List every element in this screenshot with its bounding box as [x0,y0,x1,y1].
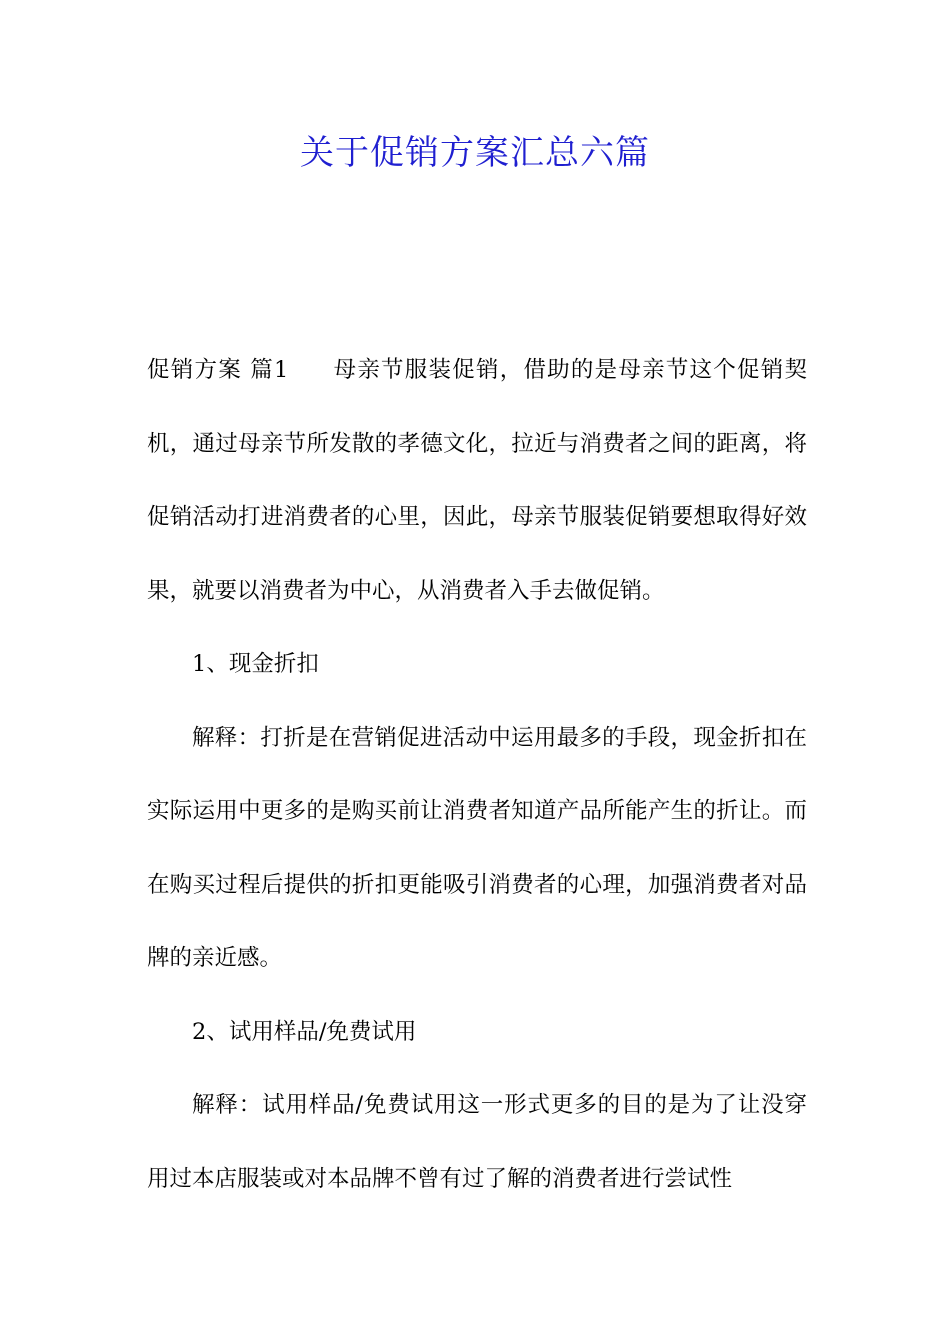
item-explanation-2: 解释：试用样品/免费试用这一形式更多的目的是为了让没穿用过本店服装或对本品牌不曾有过了解的消费者进行尝试性 [147,1092,807,1192]
document-title: 关于促销方案汇总六篇 [300,133,650,173]
intro-paragraph [147,334,807,628]
section-heading: 促销方案 篇1 [147,357,289,383]
item-heading-2: 2、试用样品/免费试用 [192,1018,417,1045]
item-explanation-1: 解释：打折是在营销促进活动中运用最多的手段，现金折扣在实际运用中更多的是购买前让消费者知道产品所能产生的折让。而在购买过程后提供的折扣更能吸引消费者的心理，加强消费者对品牌的亲近感。 [147,724,807,971]
document-body [147,334,807,1216]
item-heading-1: 1、现金折扣 [192,651,319,677]
intro-text: 母亲节服装促销，借助的是母亲节这个促销契机，通过母亲节所发散的孝德文化，拉近与消费者之间的距离，将促销活动打进消费者的心里，因此，母亲节服装促销要想取得好效果，就要以消费者为中心，从消费者入手去做促销。 [147,357,807,604]
